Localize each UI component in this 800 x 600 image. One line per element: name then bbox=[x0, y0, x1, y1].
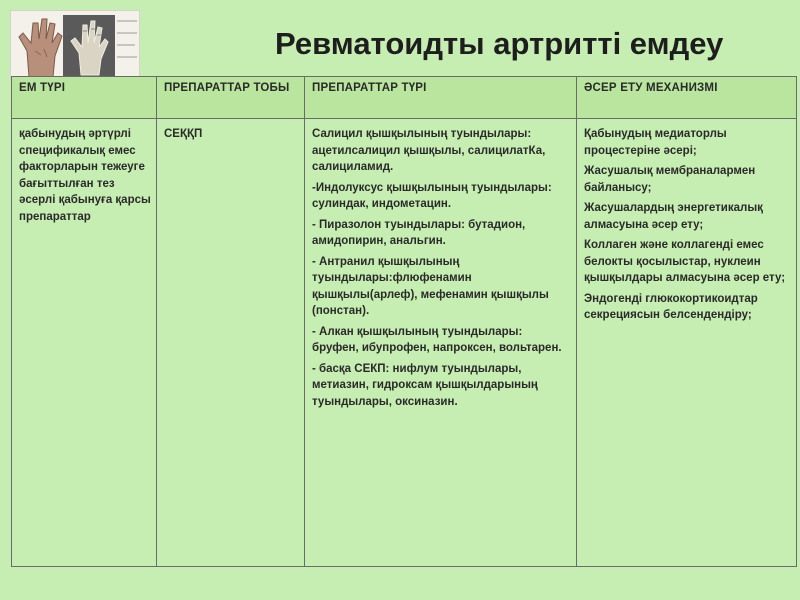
header-drug-group: ПРЕПАРАТТАР ТОБЫ bbox=[157, 77, 305, 119]
drug-type-item: - Антранил қышқылының туындылары:флюфенамин қышқылы(арлеф), мефенамин қышқылы (понстан). bbox=[312, 255, 549, 317]
table-row bbox=[12, 119, 797, 567]
cell-drug-group: СЕҚҚП bbox=[157, 119, 305, 567]
drug-type-item: -Индолуксус қышқылының туындылары: сулиндак, индометацин. bbox=[312, 181, 552, 210]
mechanism-item: Қабынудың медиаторлы процестеріне әсері; bbox=[584, 128, 727, 157]
cell-mechanism bbox=[577, 119, 797, 567]
hand-xray-image bbox=[10, 10, 140, 80]
hand-illustration-icon bbox=[11, 11, 140, 80]
slide-title: Ревматоидты артритті емдеу bbox=[275, 26, 724, 61]
mechanism-item: Эндогенді глюкокортикоидтар секрециясын белсендендіру; bbox=[584, 292, 758, 321]
drug-type-item: - басқа СЕКП: нифлум туындылары, метиазин, гидроксам қышқылдарының туындылары, оксиназин. bbox=[312, 362, 538, 408]
treatment-table bbox=[11, 76, 797, 567]
header-treatment-type: ЕМ ТҮРІ bbox=[12, 77, 157, 119]
mechanism-item: Жасушалардың энергетикалық алмасуына әсер ету; bbox=[584, 202, 763, 231]
header-mechanism: ӘСЕР ЕТУ МЕХАНИЗМІ bbox=[577, 77, 797, 119]
drug-type-item: Салицил қышқылының туындылары: ацетилсалицил қышқылы, салицилатКа, салициламид. bbox=[312, 128, 546, 173]
mechanism-item: Коллаген және коллагенді емес белокты қосылыстар, нуклеин қышқылдары алмасуына әсер ету; bbox=[584, 239, 786, 284]
drug-type-item: - Пиразолон туындылары: бутадион, амидопирин, анальгин. bbox=[312, 218, 526, 247]
drug-type-item: - Алкан қышқылының туындылары: бруфен, ибупрофен, напроксен, вольтарен. bbox=[312, 325, 562, 354]
header-drug-types: ПРЕПАРАТТАР ТҮРІ bbox=[305, 77, 577, 119]
mechanism-item: Жасушалық мембраналармен байланысу; bbox=[584, 165, 756, 194]
table-header-row bbox=[12, 77, 797, 119]
cell-treatment-type: қабынудың әртүрлі спецификалық емес факторларын тежеуге бағыттылған тез әсерлі қабынуға қарсы препараттар bbox=[12, 119, 157, 567]
cell-drug-types bbox=[305, 119, 577, 567]
